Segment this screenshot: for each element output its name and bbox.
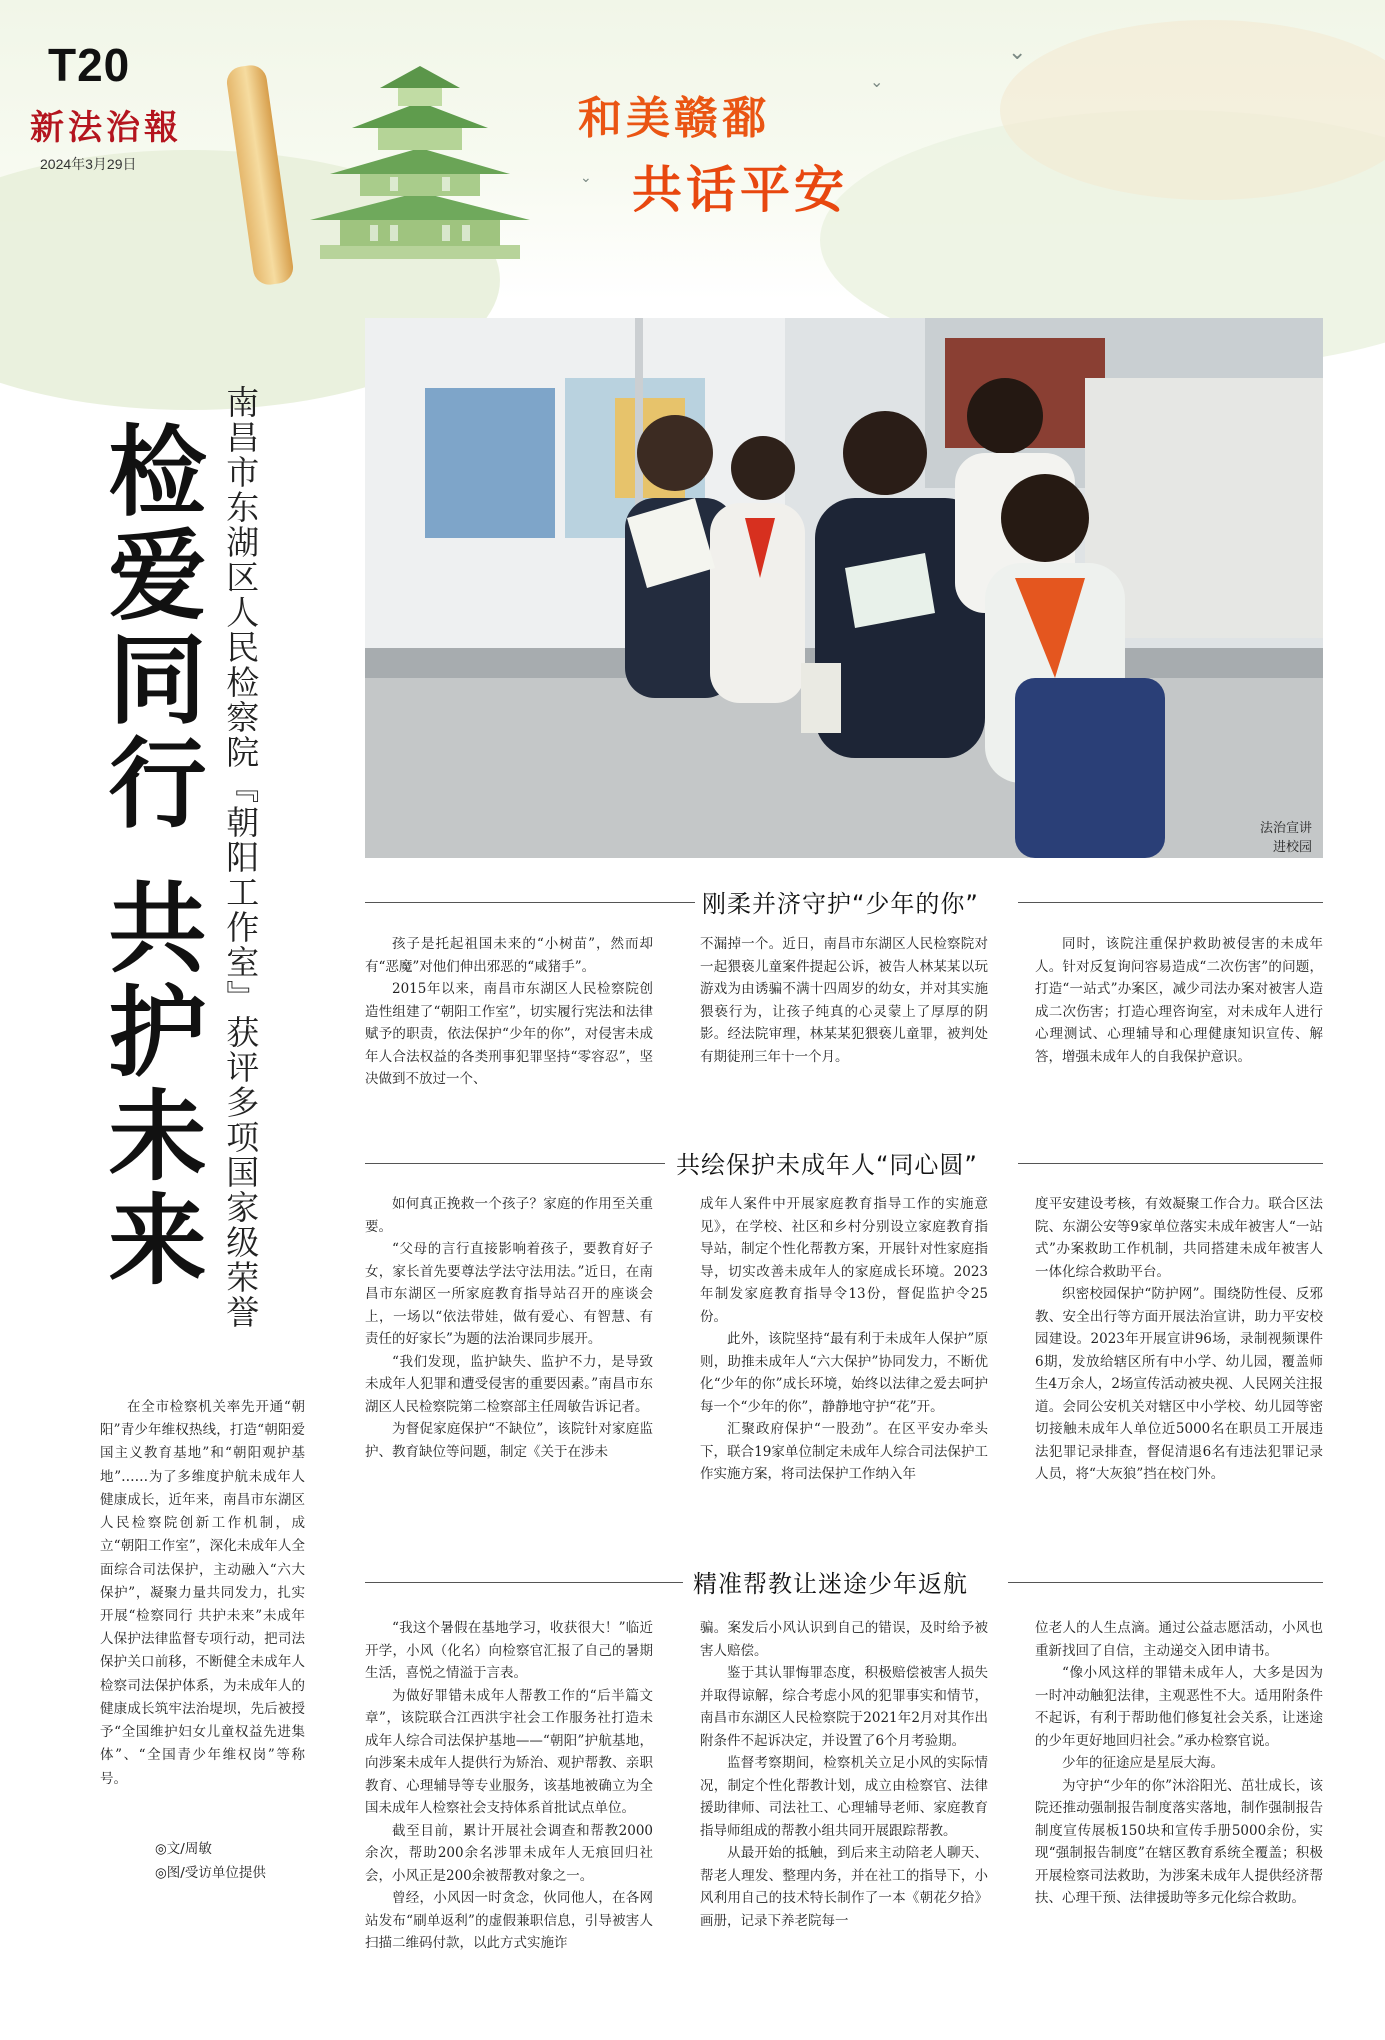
bird-icon: ⌄ bbox=[580, 170, 592, 186]
page-number: T20 bbox=[48, 39, 131, 91]
bird-icon: ⌄ bbox=[1008, 40, 1027, 65]
paragraph: 不漏掉一个。近日，南昌市东湖区人民检察院对一起猥亵儿童案件提起公诉，被告人林某某以玩游戏为由诱骗不满十四周岁的幼女，并对其实施猥亵行为，让孩子纯真的心灵蒙上了厚厚的阴影。经法院审理，林某某犯猥亵儿童罪，被判处有期徒刑三年十一个月。 bbox=[700, 936, 988, 1065]
paragraph: “像小风这样的罪错未成年人，大多是因为一时冲动触犯法律，主观恶性不大。适用附条件不起诉，有利于帮助他们修复社会关系，让迷途的少年更好地回归社会。”承办检察官说。 bbox=[1035, 1665, 1323, 1749]
newspaper-logo: 新法治報 bbox=[30, 108, 182, 148]
paragraph: 同时，该院注重保护救助被侵害的未成年人。针对反复询问容易造成“二次伤害”的问题，打造“一站式”办案区，减少司法办案对被害人造成二次伤害；打造心理咨询室，对未成年人进行心理测试、心理辅导和心理健康知识宣传、解答，增强未成年人的自我保护意识。 bbox=[1035, 936, 1323, 1065]
section-title: 精准帮教让迷途少年返航 bbox=[693, 1570, 968, 1598]
byline bbox=[155, 1838, 266, 1885]
section-1-column-2 bbox=[700, 933, 988, 1068]
paragraph: 位老人的人生点滴。通过公益志愿活动，小风也重新找回了自信，主动递交入团申请书。 bbox=[1035, 1620, 1323, 1659]
section-divider-line bbox=[1018, 902, 1323, 903]
paragraph: “我们发现，监护缺失、监护不力，是导致未成年人犯罪和遭受侵害的重要因素。”南昌市东湖区人民检察院第二检察部主任周敏告诉记者。 bbox=[365, 1353, 653, 1415]
paragraph: 为做好罪错未成年人帮教工作的“后半篇文章”，该院联合江西洪宇社会工作服务社打造未成年人综合司法保护基地——“朝阳”护航基地，向涉案未成年人提供行为矫治、观护帮教、亲职教育、心理辅导等专业服务，该基地被确立为全国未成年人检察社会支持体系首批试点单位。 bbox=[365, 1687, 653, 1817]
paragraph: 鉴于其认罪悔罪态度，积极赔偿被害人损失并取得谅解，综合考虑小风的犯罪事实和情节，南昌市东湖区人民检察院于2021年2月对其作出附条件不起诉决定，并设置了6个月考验期。 bbox=[700, 1665, 988, 1749]
paragraph: 为守护“少年的你”沐浴阳光、茁壮成长，该院还推动强制报告制度落实落地，制作强制报告制度宣传展板150块和宣传手册5000余份，实现“强制报告制度”在辖区教育系统全覆盖；积极开展检察司法救助，为涉案未成年人提供经济帮扶、心理干预、法律援助等多元化综合救助。 bbox=[1035, 1777, 1323, 1907]
paragraph: 截至目前，累计开展社会调查和帮教2000余次，帮助200余名涉罪未成年人无痕回归社会，小风正是200余被帮教对象之一。 bbox=[365, 1822, 653, 1884]
section-2-column-3 bbox=[1035, 1193, 1323, 1486]
section-divider-line bbox=[365, 1582, 683, 1583]
photo-caption-line: 法治宣讲 bbox=[1259, 821, 1312, 836]
section-1-column-1 bbox=[365, 933, 653, 1091]
publication-date: 2024年3月29日 bbox=[40, 156, 137, 172]
paragraph: 织密校园保护“防护网”。围绕防性侵、反邪教、安全出行等方面开展法治宣讲，助力平安校园建设。2023年开展宣讲96场，录制视频课件6期，发放给辖区所有中小学、幼儿园，覆盖师生4万余人，2场宣传活动被央视、人民网关注报道。会同公安机关对辖区中小学校、幼儿园等密切接触未成年人单位近5000名在职员工开展违法犯罪记录排查，督促清退6名有违法犯罪记录人员，将“大灰狼”挡在校门外。 bbox=[1035, 1286, 1323, 1483]
slogan-line-2: 共话平安 bbox=[632, 161, 848, 219]
section-title: 刚柔并济守护“少年的你” bbox=[702, 890, 979, 918]
article-intro bbox=[100, 1396, 305, 1791]
paragraph: 少年的征途应是星辰大海。 bbox=[1062, 1755, 1224, 1772]
byline-photo: ◎图/受访单位提供 bbox=[155, 1864, 266, 1881]
paragraph: 监督考察期间，检察机关立足小风的实际情况，制定个性化帮教计划，成立由检察官、法律援助律师、司法社工、心理辅导老师、家庭教育指导师组成的帮教小组共同开展跟踪帮教。 bbox=[700, 1755, 988, 1839]
section-title: 共绘保护未成年人“同心圆” bbox=[676, 1151, 978, 1179]
paragraph: 度平安建设考核，有效凝聚工作合力。联合区法院、东湖公安等9家单位落实未成年被害人“一站式”办案救助工作机制，共同搭建未成年被害人一体化综合救助平台。 bbox=[1035, 1196, 1323, 1280]
section-3-column-2 bbox=[700, 1617, 988, 1932]
paragraph: 孩子是托起祖国未来的“小树苗”，然而却有“恶魔”对他们伸出邪恶的“咸猪手”。 bbox=[365, 936, 653, 975]
section-divider-line bbox=[365, 1163, 665, 1164]
paragraph: 曾经，小风因一时贪念，伙同他人，在各网站发布“刷单返利”的虚假兼职信息，引导被害人扫描二维码付款，以此方式实施诈 bbox=[365, 1890, 653, 1952]
photo-scene-illustration bbox=[365, 318, 1323, 858]
paragraph: “父母的言行直接影响着孩子，要教育好子女，家长首先要尊法学法守法用法。”近日，在南昌市东湖区一所家庭教育指导站召开的座谈会上，一场以“依法带娃，做有爱心、有智慧、有责任的好家长”为题的法治课同步展开。 bbox=[365, 1241, 653, 1348]
section-3-column-3 bbox=[1035, 1617, 1323, 1910]
photo-caption bbox=[1232, 820, 1312, 858]
section-2-column-2 bbox=[700, 1193, 988, 1486]
photo-caption-line: 进校园 bbox=[1272, 839, 1312, 855]
main-headline: 检爱同行 共护未来 bbox=[92, 420, 206, 1293]
section-divider-line bbox=[1018, 1163, 1323, 1164]
bird-icon: ⌄ bbox=[870, 72, 884, 91]
news-photo bbox=[365, 318, 1323, 858]
section-divider-line bbox=[365, 902, 695, 903]
paragraph: “我这个暑假在基地学习，收获很大！”临近开学，小风（化名）向检察官汇报了自己的暑期生活，喜悦之情溢于言表。 bbox=[365, 1620, 653, 1682]
byline-text: ◎文/周敏 bbox=[155, 1841, 212, 1857]
page-header bbox=[0, 0, 1385, 300]
section-divider-line bbox=[1008, 1582, 1323, 1583]
intro-paragraph: 在全市检察机关率先开通“朝阳”青少年维权热线，打造“朝阳爱国主义教育基地”和“朝阳观护基地”……为了多维度护航未成年人健康成长，近年来，南昌市东湖区人民检察院创新工作机制，成立“朝阳工作室”，深化未成年人全面综合司法保护，主动融入“六大保护”，凝聚力量共同发力，扎实开展“检察同行 共护未来”未成年人保护法律监督专项行动，把司法保护关口前移，不断健全未成年人检察司法保护体系，为未成年人的健康成长筑牢法治堤坝，先后被授予“全国维护妇女儿童权益先进集体”、“全国青少年维权岗”等称号。 bbox=[100, 1399, 305, 1787]
subheadline: 南昌市东湖区人民检察院『朝阳工作室』获评多项国家级荣誉 bbox=[221, 385, 261, 1330]
paragraph: 汇聚政府保护“一股劲”。在区平安办牵头下，联合19家单位制定未成年人综合司法保护工作实施方案，将司法保护工作纳入年 bbox=[700, 1421, 988, 1483]
paragraph: 2015年以来，南昌市东湖区人民检察院创造性组建了“朝阳工作室”，切实履行宪法和法律赋予的职责，依法保护“少年的你”，对侵害未成年人合法权益的各类刑事犯罪坚持“零容忍”，坚决做到不放过一个、 bbox=[365, 981, 653, 1088]
paragraph: 如何真正挽救一个孩子？家庭的作用至关重要。 bbox=[365, 1196, 653, 1235]
section-2-column-1 bbox=[365, 1193, 653, 1463]
paragraph: 骗。案发后小风认识到自己的错误，及时给予被害人赔偿。 bbox=[700, 1620, 988, 1659]
slogan-line-1: 和美赣鄱 bbox=[578, 93, 770, 144]
paragraph: 从最开始的抵触，到后来主动陪老人聊天、帮老人理发、整理内务，并在社工的指导下，小风利用自己的技术特长制作了一本《朝花夕拾》画册，记录下养老院每一 bbox=[700, 1845, 988, 1929]
paragraph: 此外，该院坚持“最有利于未成年人保护”原则，助推未成年人“六大保护”协同发力，不断优化“少年的你”成长环境，始终以法律之爱去呵护每一个“少年的你”，静静地守护“花”开。 bbox=[700, 1331, 988, 1415]
section-3-column-1 bbox=[365, 1617, 653, 1955]
paragraph: 为督促家庭保护“不缺位”，该院针对家庭监护、教育缺位等问题，制定《关于在涉未 bbox=[365, 1421, 653, 1460]
pavilion-illustration bbox=[300, 60, 540, 270]
section-1-column-3 bbox=[1035, 933, 1323, 1068]
paragraph: 成年人案件中开展家庭教育指导工作的实施意见》，在学校、社区和乡村分别设立家庭教育指导站，制定个性化帮教方案，开展针对性家庭指导，切实改善未成年人的家庭成长环境。2023年制发家庭教育指导令13份，督促监护令25份。 bbox=[700, 1196, 988, 1325]
